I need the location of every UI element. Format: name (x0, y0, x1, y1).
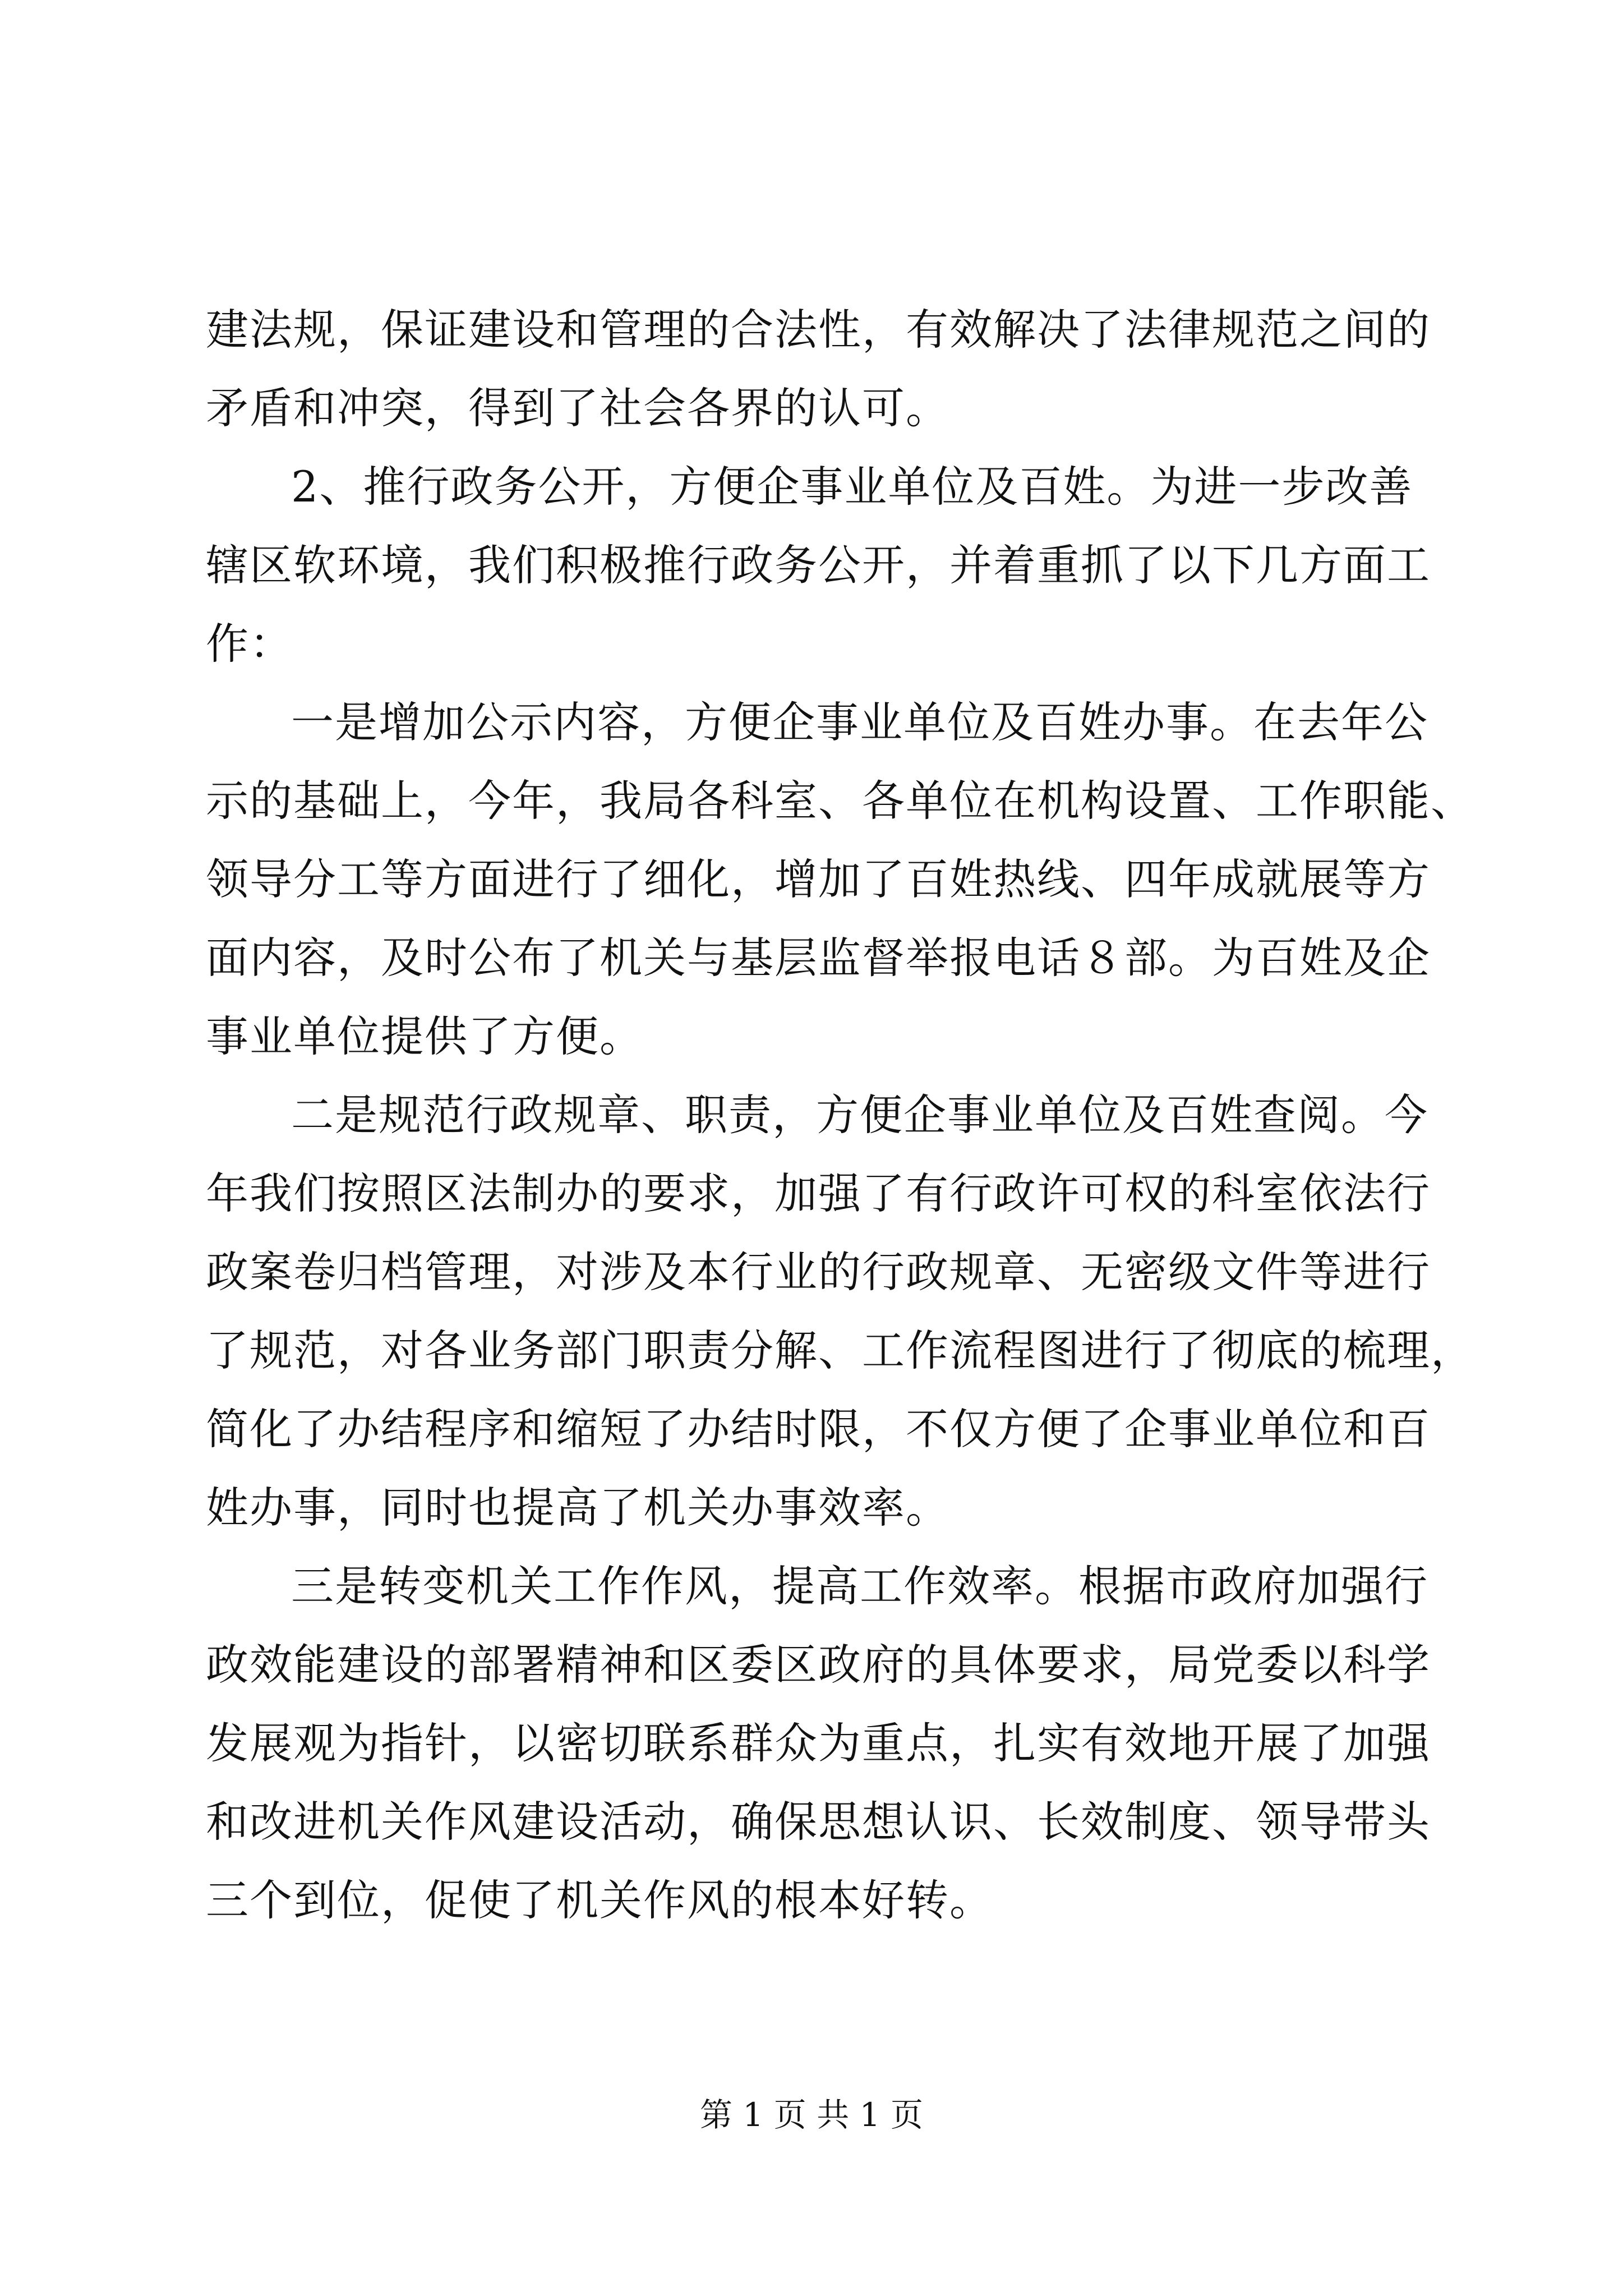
body-line: 事业单位提供了方便。 (206, 1011, 643, 1061)
body-line: 辖区软环境，我们积极推行政务公开，并着重抓了以下几方面工 (206, 540, 1431, 590)
body-line: 领导分工等方面进行了细化，增加了百姓热线、四年成就展等方 (206, 854, 1431, 904)
body-line: 建法规，保证建设和管理的合法性，有效解决了法律规范之间的 (206, 305, 1431, 355)
body-line: 年我们按照区法制办的要求，加强了有行政许可权的科室依法行 (206, 1168, 1431, 1218)
body-line: 面内容，及时公布了机关与基层监督举报电话８部。为百姓及企 (206, 933, 1431, 983)
body-line: 政效能建设的部署精神和区委区政府的具体要求，局党委以科学 (206, 1640, 1431, 1690)
body-line: 矛盾和冲突，得到了社会各界的认可。 (206, 383, 949, 433)
body-line: 三个到位，促使了机关作风的根本好转。 (206, 1875, 993, 1925)
page-footer: 第 1 页 共 1 页 (700, 2096, 923, 2134)
body-line: 姓办事，同时也提高了机关办事效率。 (206, 1483, 949, 1533)
paragraph-first-line: 一是增加公示内容，方便企事业单位及百姓办事。在去年公 (291, 697, 1428, 747)
document-body (206, 291, 1474, 1940)
paragraph-first-line: 二是规范行政规章、职责，方便企事业单位及百姓查阅。今 (291, 1090, 1428, 1140)
body-line: 示的基础上，今年，我局各科室、各单位在机构设置、工作职能、 (206, 776, 1474, 826)
body-line: 政案卷归档管理，对涉及本行业的行政规章、无密级文件等进行 (206, 1247, 1431, 1297)
body-line: 作： (206, 619, 293, 669)
body-line: 和改进机关作风建设活动，确保思想认识、长效制度、领导带头 (206, 1797, 1431, 1847)
body-line: 简化了办结程序和缩短了办结时限，不仅方便了企事业单位和百 (206, 1404, 1431, 1454)
body-line: 了规范，对各业务部门职责分解、工作流程图进行了彻底的梳理， (206, 1326, 1474, 1375)
body-line: 发展观为指针，以密切联系群众为重点，扎实有效地开展了加强 (206, 1718, 1431, 1768)
paragraph-first-line: 三是转变机关工作作风，提高工作效率。根据市政府加强行 (291, 1561, 1428, 1611)
paragraph-first-line: 2、推行政务公开，方便企事业单位及百姓。为进一步改善 (291, 462, 1413, 512)
